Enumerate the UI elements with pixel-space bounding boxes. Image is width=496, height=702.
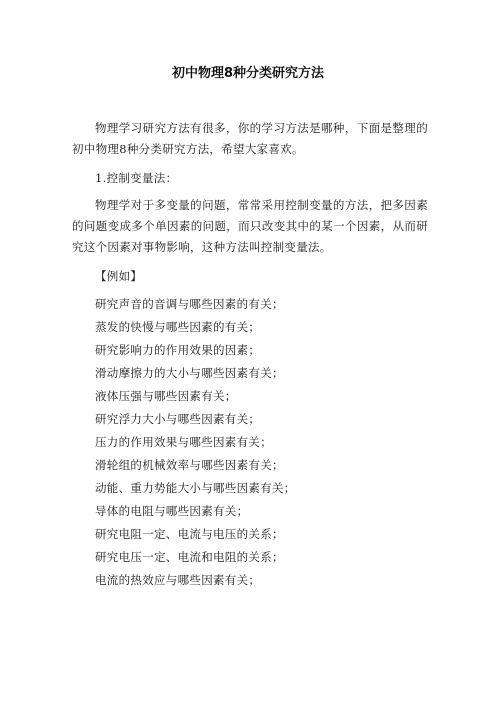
list-item: 研究声音的音调与哪些因素的有关； bbox=[95, 297, 284, 311]
list-item: 研究影响力的作用效果的因素； bbox=[95, 343, 261, 357]
section-paragraph: 物理学对于多变量的问题，常常采用控制变量的方法，把多因素的问题变成多个单因素的问题，而只改变其中的某一个因素，从而研究这个因素对事物影响，这种方法叫控制变量法。 bbox=[72, 198, 428, 254]
list-item: 动能、重力势能大小与哪些因素有关； bbox=[95, 481, 296, 495]
example-label: 【例如】 bbox=[95, 269, 143, 283]
page-title: 初中物理8种分类研究方法 bbox=[171, 66, 325, 81]
list-item: 研究电阻一定、电流与电压的关系； bbox=[95, 527, 284, 541]
list-item: 液体压强与哪些因素有关； bbox=[95, 389, 237, 403]
list-item: 滑动摩擦力的大小与哪些因素有关； bbox=[95, 366, 284, 380]
list-item: 滑轮组的机械效率与哪些因素有关； bbox=[95, 458, 284, 472]
list-item: 研究浮力大小与哪些因素有关； bbox=[95, 412, 261, 426]
list-item: 电流的热效应与哪些因素有关； bbox=[95, 573, 261, 587]
section-heading: 1.控制变量法： bbox=[95, 171, 178, 185]
document-body bbox=[72, 118, 428, 592]
list-item: 研究电压一定、电流和电阻的关系； bbox=[95, 550, 284, 564]
list-item: 蒸发的快慢与哪些因素的有关； bbox=[95, 320, 261, 334]
list-item: 导体的电阻与哪些因素有关； bbox=[95, 504, 249, 518]
example-list bbox=[72, 293, 428, 592]
list-item: 压力的作用效果与哪些因素有关； bbox=[95, 435, 272, 449]
intro-paragraph: 物理学习研究方法有很多，你的学习方法是哪种，下面是整理的初中物理8种分类研究方法，希望大家喜欢。 bbox=[72, 121, 428, 156]
